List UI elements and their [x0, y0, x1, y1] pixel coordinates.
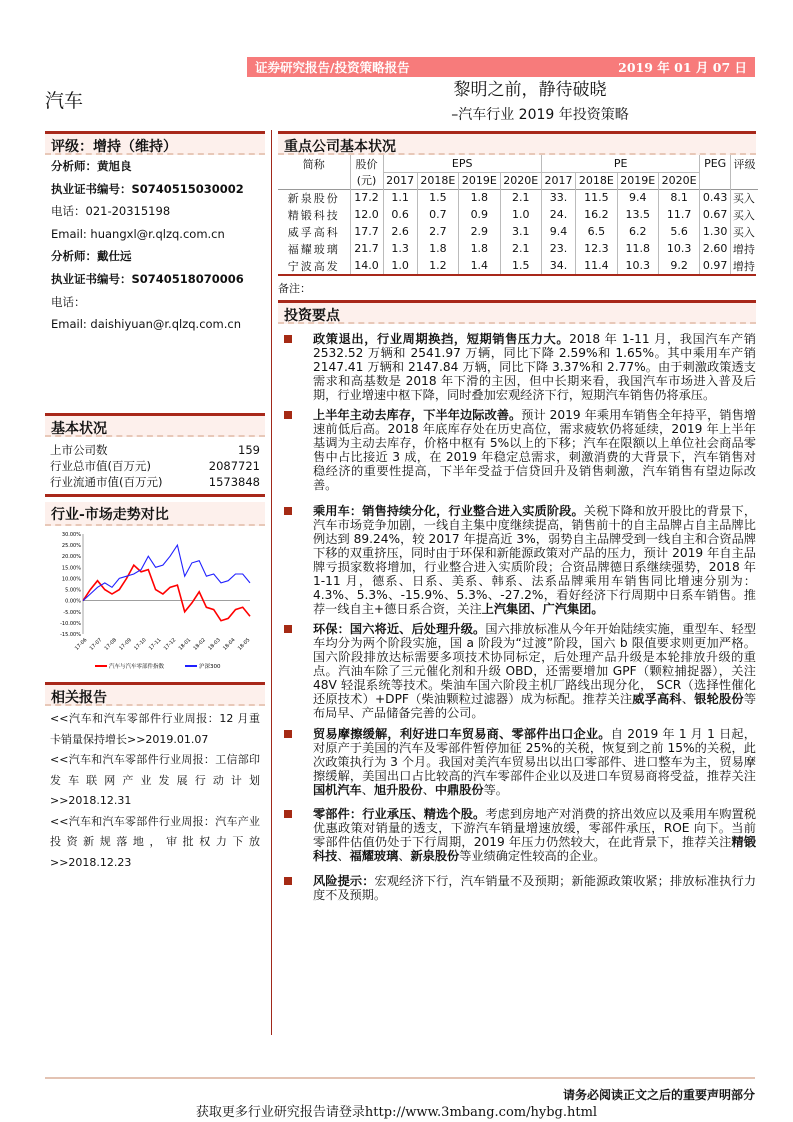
bullet-emphasis: 上半年主动去库存，下半年边际改善。	[313, 408, 522, 422]
table-cell: 9.2	[658, 257, 699, 274]
rating-heading: 评级：增持（维持）	[45, 131, 265, 155]
related-report-link[interactable]: <<汽车和汽车零部件行业周报：工信部印发车联网产业发展行动计划>>2018.12.31	[50, 753, 260, 807]
bullet-square-icon	[284, 411, 292, 419]
year-header: 2018E	[576, 172, 617, 189]
table-cell: 6.2	[617, 223, 658, 240]
x-tick-label: 17-10	[133, 637, 148, 652]
bullet-square-icon	[284, 730, 292, 738]
y-tick-label: 20.00%	[61, 554, 81, 561]
analyst-info-line: 执业证书编号：S0740518070006	[51, 271, 244, 286]
invest-bullet	[284, 504, 756, 616]
related-heading: 相关报告	[45, 682, 265, 706]
table-cell: 24.	[541, 206, 575, 223]
table-cell: 11.5	[576, 189, 617, 206]
table-cell: 1.8	[417, 240, 458, 257]
chart-heading: 行业-市场走势对比	[45, 502, 265, 526]
table-cell: 2.6	[383, 223, 417, 240]
bullet-emphasis: 新泉股份	[410, 849, 460, 863]
bullet-text: 、	[337, 849, 350, 863]
table-row	[278, 240, 758, 257]
analyst-info-line: 分析师：戴仕远	[51, 249, 132, 264]
table-cell: 23.	[541, 240, 575, 257]
y-tick-label: 25.00%	[61, 543, 81, 550]
invest-bullet	[284, 332, 756, 402]
table-cell: 12.3	[576, 240, 617, 257]
basic-divider	[45, 494, 265, 497]
bullet-text: 、	[422, 783, 435, 797]
table-cell: 1.3	[383, 240, 417, 257]
table-cell: 33.	[541, 189, 575, 206]
sector-label: 汽车	[45, 90, 84, 112]
column-divider	[271, 130, 272, 1035]
report-title: 黎明之前，静待破晓	[453, 80, 607, 100]
table-cell: 11.4	[576, 257, 617, 274]
table-cell: 2.7	[417, 223, 458, 240]
col-peg: PEG	[700, 155, 731, 172]
y-tick-label: 10.00%	[61, 576, 81, 583]
bullet-square-icon	[284, 810, 292, 818]
col-rating: 评级	[733, 157, 756, 171]
footer-divider	[45, 1077, 755, 1079]
table-cell: 1.2	[417, 257, 458, 274]
table-row	[278, 206, 758, 223]
table-divider	[278, 274, 756, 276]
table-cell: 增持	[732, 242, 755, 256]
table-cell: 买入	[732, 225, 755, 239]
year-header: 2017	[383, 172, 417, 189]
y-tick-label: 30.00%	[61, 532, 81, 538]
table-cell: 10.3	[658, 240, 699, 257]
chart-section	[45, 502, 265, 678]
company-name: 福耀玻璃	[278, 240, 350, 257]
bullet-emphasis: 乘用车：销售持续分化，行业整合进入实质阶段。	[313, 504, 584, 518]
bullet-text: 宏观经济下行，汽车销量不及预期；新能源政策收紧；排放标准执行力度不及预期。	[313, 874, 757, 902]
series-line-auto-index	[83, 565, 250, 621]
bullet-emphasis: 上汽集团、广汽集团。	[481, 602, 604, 616]
table-cell: 0.43	[700, 189, 731, 206]
bullet-emphasis: 零部件：行业承压、精选个股。	[313, 807, 486, 821]
table-cell: 9.4	[617, 189, 658, 206]
table-cell: 6.5	[576, 223, 617, 240]
bullet-emphasis: 政策退出，行业周期换挡，短期销售压力大。	[313, 332, 570, 346]
table-cell: 买入	[732, 208, 755, 222]
report-type: 证券研究报告/投资策略报告	[255, 60, 410, 75]
basic-heading: 基本状况	[45, 413, 265, 437]
companies-heading: 重点公司基本状况	[278, 131, 756, 155]
table-cell: 8.1	[658, 189, 699, 206]
bullet-emphasis: 中鼎股份	[434, 783, 484, 797]
table-cell: 17.7	[350, 223, 383, 240]
bullet-square-icon	[284, 625, 292, 633]
rating-section	[45, 131, 265, 336]
company-name: 新泉股份	[278, 189, 350, 206]
table-cell: 10.3	[617, 257, 658, 274]
x-tick-label: 18-01	[177, 637, 193, 652]
more-reports-link[interactable]: 获取更多行业研究报告请登录http://www.3mbang.com/hybg.html	[195, 1105, 598, 1120]
related-report-link[interactable]: <<汽车和汽车零部件行业周报：12 月重卡销量保持增长>>2019.01.07	[50, 712, 260, 746]
x-tick-label: 17-07	[88, 637, 104, 652]
table-cell: 1.8	[459, 189, 500, 206]
table-cell: 14.0	[350, 257, 383, 274]
table-cell: 0.9	[459, 206, 500, 223]
year-header: 2020E	[658, 172, 699, 189]
analyst-info-line: 分析师：黄旭良	[51, 159, 132, 173]
invest-bullets	[284, 332, 756, 902]
x-tick-label: 17-11	[147, 637, 163, 652]
table-cell: 13.5	[617, 206, 658, 223]
table-note: 备注：	[278, 282, 311, 295]
table-cell: 1.1	[383, 189, 417, 206]
year-header: 2019E	[617, 172, 658, 189]
x-tick-label: 17-06	[73, 637, 89, 652]
y-tick-label: -10.00%	[60, 620, 81, 627]
company-name: 宁波高发	[278, 257, 350, 274]
bullet-emphasis: 环保：国六将近、后处理升级。	[313, 622, 486, 636]
bullet-emphasis: 旭升股份	[373, 783, 423, 797]
related-section	[45, 682, 265, 873]
bullet-square-icon	[284, 877, 292, 885]
analyst-info-line: Email: huangxl@r.qlzq.com.cn	[51, 226, 225, 241]
bullet-emphasis: 风险提示：	[313, 874, 375, 888]
company-name: 威孚高科	[278, 223, 350, 240]
x-tick-label: 17-09	[118, 637, 133, 652]
bullet-text: 等布局早、产品储备完善的公司。	[313, 692, 757, 720]
y-tick-label: -5.00%	[63, 609, 81, 616]
bullet-emphasis: 精锻科技	[313, 835, 757, 863]
invest-heading: 投资要点	[278, 300, 756, 324]
table-cell: 0.6	[383, 206, 417, 223]
invest-bullet	[284, 807, 756, 863]
table-cell: 2.60	[700, 240, 731, 257]
report-header-bar	[247, 57, 755, 77]
y-tick-label: 15.00%	[61, 565, 81, 572]
year-header: 2019E	[459, 172, 500, 189]
basic-row	[45, 442, 265, 458]
bullet-text: 自 2019 年 1 月 1 日起，对原产于美国的汽车及零部件暂停加征 25%的关税，恢复到之前 15%的关税，此次政策执行为 3 个月。我国对美汽车贸易出以出口零部件、进口整车为主，贸易摩擦缓解，美国出口占比较高的汽车零部件企业以及进口车贸易商将受益，推荐关注	[313, 727, 756, 783]
bullet-text: 、	[681, 692, 695, 706]
analyst-info-line: 执业证书编号：S0740515030002	[51, 181, 244, 196]
col-pe: PE	[541, 155, 699, 172]
bullet-emphasis: 贸易摩擦缓解，利好进口车贸易商、零部件出口企业。	[313, 727, 611, 741]
year-header: 2020E	[500, 172, 541, 189]
table-cell: 9.4	[541, 223, 575, 240]
table-cell: 2.1	[500, 240, 541, 257]
x-tick-label: 18-02	[192, 637, 207, 652]
bullet-emphasis: 福耀玻璃	[349, 849, 399, 863]
bullet-text: 、	[398, 849, 411, 863]
table-cell: 3.1	[500, 223, 541, 240]
invest-bullet	[284, 874, 756, 902]
invest-bullet	[284, 622, 756, 720]
table-cell: 1.4	[459, 257, 500, 274]
bullet-text: 考虑到房地产对消费的挤出效应以及乘用车购置税优惠政策对销量的透支，下游汽车销量增速放缓，零部件承压，ROE 向下。当前零部件估值仍处于下行周期，2019 年压力仍然较大，在此背景下，推荐关注	[313, 807, 757, 849]
table-cell: 1.30	[700, 223, 731, 240]
col-price-unit: (元)	[350, 172, 383, 189]
table-cell: 34.	[541, 257, 575, 274]
legend-label: 沪深300	[199, 664, 221, 670]
table-cell: 1.0	[383, 257, 417, 274]
analyst-info-line: Email: daishiyuan@r.qlzq.com.cn	[51, 317, 242, 332]
year-header: 2017	[541, 172, 575, 189]
x-tick-label: 17-08	[103, 637, 119, 652]
bullet-emphasis: 银轮股份	[694, 692, 744, 706]
table-cell: 增持	[732, 259, 755, 273]
bullet-text: 预计 2019 年乘用车销售全年持平，销售增速前低后高。2018 年底库存处在历史高位，需求疲软仍将延续，2019 年上半年基调为主动去库存，价格中枢有 5%以上的下移；汽车在限额以上单位社会商品零售中占比接近 3 成，在 2019 年稳定总需求，刺激消费的大背景下，汽车销售对稳经济的重要性提高，下半年受益于信贷回升及销售刺激，汽车销售有望边际改善。	[313, 408, 757, 492]
invest-bullet	[284, 408, 756, 492]
basic-key: 上市公司数	[50, 443, 108, 457]
companies-section	[278, 131, 756, 296]
table-row	[278, 223, 758, 240]
bullet-text: 国六排放标准从今年开始陆续实施，重型车、轻型车均分为两个阶段实施，国 a 阶段为“过渡”阶段，国六 b 限值要求则更加严格。国六阶段排放达标需要多项技术协同标定，后处理产品升级是本轮排放升级的重点。汽油车除了三元催化剂和升级 OBD，还需要增加 GPF（颗粒捕捉器），关注 48V 轻混系统等技术。柴油车国六阶段主机厂路线出现分化， SCR（选择性催化还原技术）+DPF（柴油颗粒过滤器）成为标配。推荐关注	[313, 622, 757, 706]
bullet-text: 关税下降和放开股比的背景下，汽车市场竞争加剧，一线自主集中度继续提高，销售前十的自主品牌占自主品牌比例达到 89.24%，较 2017 年提高近 3%，弱势自主品牌受到一线自主和合资品牌下移的双重挤压，同时由于环保和新能源政策对产品的压力，预计 2019 年自主品牌亏损家数将增加，行业整合进入实质阶段；合资品牌德日系继续强势，2018 年 1-11 月，德系、日系、美系、韩系、法系品牌乘用车销售同比增速分别为：4.3%、5.3%、-15.9%、5.3%、-27.2%，看好经济下行周期中日系车销售。推荐一线自主+德日系合资，关注	[313, 504, 757, 616]
col-eps: EPS	[383, 155, 541, 172]
table-cell: 5.6	[658, 223, 699, 240]
col-price: 股价	[350, 155, 383, 172]
bullet-square-icon	[284, 335, 292, 343]
disclaimer-note: 请务必阅读正文之后的重要声明部分	[562, 1088, 755, 1102]
market-comparison-chart	[45, 526, 265, 674]
y-tick-label: -15.00%	[60, 632, 81, 638]
table-cell: 16.2	[576, 206, 617, 223]
basic-value: 1573848	[208, 475, 260, 489]
basic-key: 行业总市值(百万元)	[50, 459, 151, 473]
table-cell: 1.0	[500, 206, 541, 223]
basic-section	[45, 413, 265, 497]
x-tick-label: 18-05	[236, 637, 252, 652]
basic-value: 159	[238, 443, 260, 457]
company-name: 精锻科技	[278, 206, 350, 223]
invest-section	[278, 300, 756, 324]
analyst-info-line: 电话：	[51, 294, 86, 309]
table-cell: 11.8	[617, 240, 658, 257]
basic-value: 2087721	[208, 459, 260, 473]
bullet-text: 等。	[483, 783, 508, 797]
table-row	[278, 189, 758, 206]
invest-bullet	[284, 727, 756, 797]
table-cell: 11.7	[658, 206, 699, 223]
analyst-info	[45, 155, 265, 336]
bullet-text: 等业绩确定性较高的企业。	[459, 849, 606, 863]
table-row	[278, 257, 758, 274]
year-header: 2018E	[417, 172, 458, 189]
table-cell: 1.5	[500, 257, 541, 274]
report-date: 2019 年 01 月 07 日	[618, 60, 747, 75]
analyst-info-line: 电话：021-20315198	[51, 204, 171, 219]
basic-key: 行业流通市值(百万元)	[50, 475, 163, 489]
bullet-text: 2018 年 1-11 月，我国汽车产销 2532.52 万辆和 2541.97 万辆，同比下降 2.59%和 1.65%。其中乘用车产销 2147.41 万辆和 2147.84 万辆，同比下降 3.37%和 2.77%。由于刺激政策透支需求和高基数是 2018 年下滑的主因，但中长期来看，我国汽车市场进入普及后期，行业增速中枢下降，同时叠加宏观经济下行，短期汽车销售仍将承压。	[313, 332, 756, 402]
basic-row	[45, 458, 265, 474]
bullet-emphasis: 国机汽车	[313, 783, 362, 797]
x-tick-label: 18-03	[207, 637, 222, 652]
table-cell: 买入	[732, 191, 755, 205]
table-cell: 17.2	[350, 189, 383, 206]
table-cell: 12.0	[350, 206, 383, 223]
x-tick-label: 17-12	[162, 637, 178, 652]
table-cell: 2.1	[500, 189, 541, 206]
table-cell: 0.67	[700, 206, 731, 223]
bullet-square-icon	[284, 507, 292, 515]
table-cell: 0.97	[700, 257, 731, 274]
bullet-text: 、	[361, 783, 374, 797]
bullet-emphasis: 威孚高科	[632, 692, 682, 706]
basic-row	[45, 474, 265, 490]
report-subtitle: –汽车行业 2019 年投资策略	[451, 107, 629, 123]
y-tick-label: 0.00%	[65, 598, 81, 605]
legend-label: 汽车与汽车零部件指数	[109, 664, 165, 670]
y-tick-label: 5.00%	[65, 587, 81, 594]
table-cell: 1.8	[459, 240, 500, 257]
table-cell: 0.7	[417, 206, 458, 223]
table-cell: 21.7	[350, 240, 383, 257]
related-report-link[interactable]: <<汽车和汽车零部件行业周报：汽车产业投资新规落地，审批权力下放>>2018.12.23	[50, 814, 260, 869]
x-tick-label: 18-04	[222, 637, 237, 652]
table-cell: 2.9	[459, 223, 500, 240]
companies-table	[278, 155, 758, 274]
table-cell: 1.5	[417, 189, 458, 206]
col-name: 简称	[278, 155, 350, 172]
